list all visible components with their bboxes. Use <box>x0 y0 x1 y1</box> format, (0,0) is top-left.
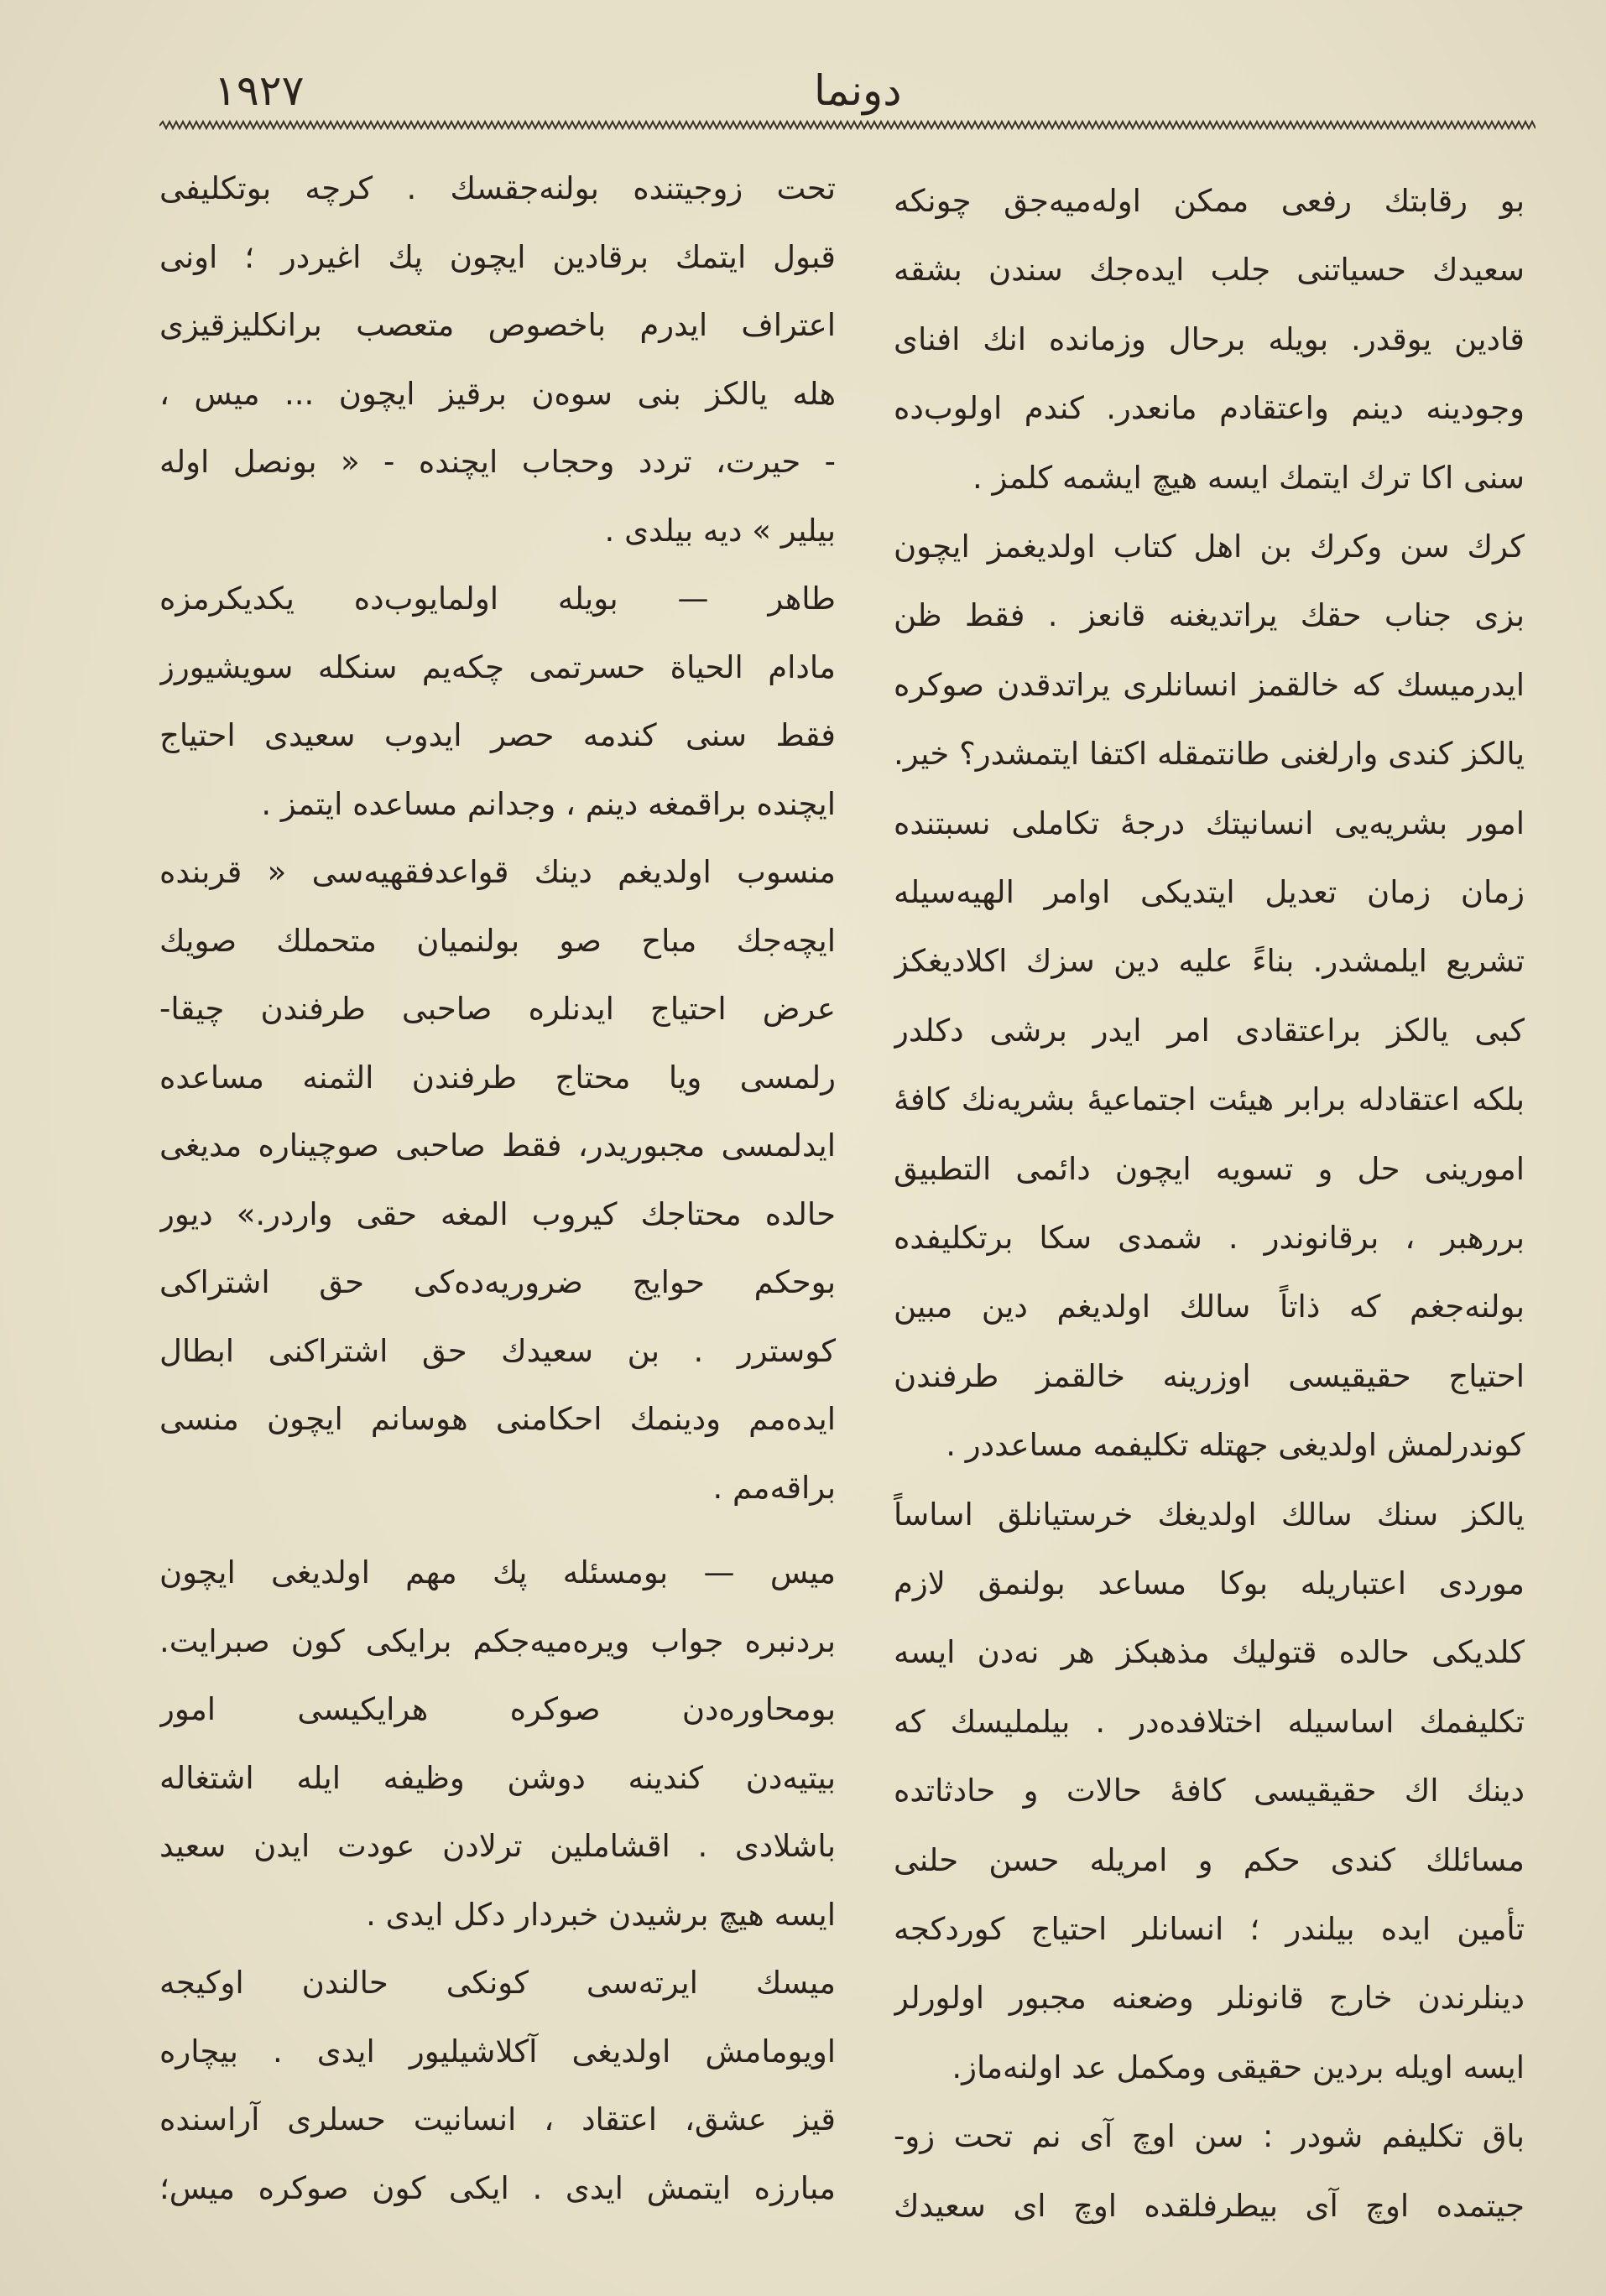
text-line: اویومامش اولدیغى آكلاشیلیور ایدى . بیچاره <box>159 2033 836 2070</box>
text-line: ایچنده براقمغه دینم ، وجدانم مساعده ایتمز . <box>261 785 836 822</box>
text-line: كرك سن وكرك بن اهل كتاب اولدیغمز ایچون <box>894 528 1525 565</box>
text-line: اعتراف ایدرم باخصوص متعصب برانكلیزقیزى <box>159 307 836 343</box>
text-line: حالده محتاجك كیروب المغه حقى واردر.» دیور <box>159 1195 836 1232</box>
text-line: تأمین ایده بیلندر ؛ انسانلر احتیاج كوردكجه <box>894 1911 1525 1947</box>
text-line: ایدلمسى مجبوریدر، فقط صاحبى صوچیناره مدیغى <box>159 1127 836 1164</box>
text-line: وجودینه دینم واعتقادم مانعدر. كندم اولوب‌ده <box>894 390 1525 427</box>
text-line: دینلرندن خارج قانونلر وضعنه مجبور اولورلر <box>894 1980 1525 2017</box>
text-line: موردى اعتباریله بوكا مساعد بولنمق لازم <box>894 1565 1525 1601</box>
running-title: دونما <box>814 66 902 115</box>
text-line: امور بشریه‌یى انسانیتك درجهٔ تكاملى نسبتنده <box>894 804 1525 841</box>
text-line: بیلیر » دیه بیلدى . <box>604 512 836 549</box>
wavy-header-rule <box>159 117 1536 134</box>
text-line: میسك ایرته‌سى كونكى حالندن اوكیجه <box>159 1965 836 2001</box>
text-line: بزى جناب حقك یراتدیغنه قانعز . فقط ظن <box>894 597 1525 634</box>
text-line: زمان زمان تعدیل ایتدیكى اوامر الهیه‌سیله <box>894 874 1525 910</box>
text-line: عرض احتیاج ایدنلره صاحبى طرفندن چیقا- <box>159 991 836 1027</box>
text-line: ایسه هیچ برشیدن خبردار دكل ایدى . <box>366 1896 836 1933</box>
text-line: میس — بومسئله پك مهم اولدیغى ایچون <box>159 1554 836 1591</box>
text-line: ایسه اویله بردین حقیقى ومكمل عد اولنه‌ماز. <box>952 2049 1525 2085</box>
text-line: كلدیكى حالده قتولیك مذهبكز هر نه‌دن ایسه <box>894 1634 1525 1671</box>
text-line: قیز عشق، اعتقاد ، انسانیت حسلرى آراسنده <box>159 2101 836 2137</box>
text-line: احتیاج حقیقیسى اوزرینه خالقمز طرفندن <box>894 1357 1525 1394</box>
text-line: مسائلك كندى حكم و امریله حسن حلنى <box>894 1841 1525 1878</box>
text-line: جیتمده اوچ آى بیطرفلقده اوچ اى سعیدك <box>894 2187 1525 2224</box>
text-line: ایچه‌جك مباح صو بولنمیان متحملك صویك <box>159 922 836 959</box>
text-line: باق تكلیفم شودر : سن اوچ آى نم تحت زو- <box>894 2118 1525 2155</box>
text-line: بوحكم حوایج ضروریه‌ده‌كى حق اشتراكى <box>159 1264 836 1300</box>
text-line: رلمسى ویا محتاج طرفندن الثمنه مساعده <box>159 1059 836 1096</box>
text-line: قادین یوقدر. بویله برحال وزمانده انك افنای <box>894 320 1525 357</box>
text-line: ایدرمیسك كه خالقمز انسانلرى یراتدقدن صوكره <box>894 666 1525 703</box>
text-line: سعیدك حسیاتنى جلب ایده‌جك سندن بشقه <box>894 252 1525 289</box>
text-line: یالكز سنك سالك اولدیغك خرستیانلق اساساً <box>894 1496 1525 1533</box>
text-line: مبارزه ایتمش ایدى . ایكى كون صوكره میس؛ <box>159 2169 836 2206</box>
text-line: كبى یالكز براعتقادى امر ایدر برشى دكلدر <box>894 1012 1525 1049</box>
text-line: بررهبر ، برقانوندر . شمدى سكا برتكلیفده <box>894 1220 1525 1256</box>
text-line: تحت زوجیتنده بولنه‌جقسك . كرچه بوتكلیفى <box>159 170 836 206</box>
text-line: بیتیه‌دن كندینه دوشن وظیفه ایله اشتغاله <box>159 1759 836 1796</box>
text-line: سنى اكا ترك ایتمك ایسه هیچ ایشمه كلمز . <box>972 459 1525 496</box>
text-line: امورینى حل و تسویه ایچون دائمى التطبیق <box>894 1150 1525 1187</box>
text-line: بو رقابتك رفعى ممكن اوله‌میه‌جق چونكه <box>894 183 1525 219</box>
text-line: بولنه‌جغم كه ذاتاً سالك اولدیغم دین مبین <box>894 1289 1525 1325</box>
text-line: طاهر — بویله اولمایوب‌ده یكدیكرمزه <box>159 581 836 617</box>
text-line: بردنبره جواب ویره‌میه‌جكم برایكى كون صبرایت. <box>159 1622 836 1659</box>
text-line: تكلیفمك اساسیله اختلافده‌در . بیلملیسك كه <box>894 1703 1525 1740</box>
text-line: یالكز كندى وارلغنى طانتمقله اكتفا ایتمشدر؟ خیر. <box>894 736 1525 773</box>
text-line: باشلادى . اقشاملین ترلادن عودت ایدن سعید <box>159 1828 836 1864</box>
text-line: ایده‌مم ودینمك احكامنى هوسانم ایچون منسى <box>159 1401 836 1437</box>
text-line: تشریع ایلمشدر. بناءً علیه دین سزك اكلادیغكز <box>894 943 1525 980</box>
text-line: كوندرلمش اولدیغى جهتله تكلیفمه مساعددر . <box>946 1427 1525 1464</box>
page-number: ۱۹۲۷ <box>214 66 305 115</box>
text-line: فقط سنى كندمه حصر ایدوب سعیدى احتیاج <box>159 717 836 753</box>
text-line: مادام الحیاة حسرتمى چكه‌یم سنكله سویشیورز <box>159 648 836 685</box>
text-line: براقه‌مم . <box>712 1469 836 1506</box>
text-line: كوسترر . بن سعیدك حق اشتراكنى ابطال <box>159 1332 836 1369</box>
text-line: هله یالكز بنى سوه‌ن برقیز ایچون ... میس ، <box>159 375 836 412</box>
text-line: بلكه اعتقادله برابر هیئت اجتماعیهٔ بشریه‌نك كافهٔ <box>894 1081 1525 1118</box>
text-line: - حیرت، تردد وحجاب ایچنده - « بونصل اوله <box>159 444 836 480</box>
text-line: بومحاوره‌دن صوكره هرایكیسى امور <box>159 1691 836 1727</box>
text-line: منسوب اولدیغم دینك قواعدفقهیه‌سى « قربنده <box>159 854 836 890</box>
text-line: قبول ایتمك برقادین ایچون پك اغیردر ؛ اونى <box>159 238 836 275</box>
text-line: دینك اك حقیقیسى كافهٔ حالات و حادثاتده <box>894 1773 1525 1809</box>
